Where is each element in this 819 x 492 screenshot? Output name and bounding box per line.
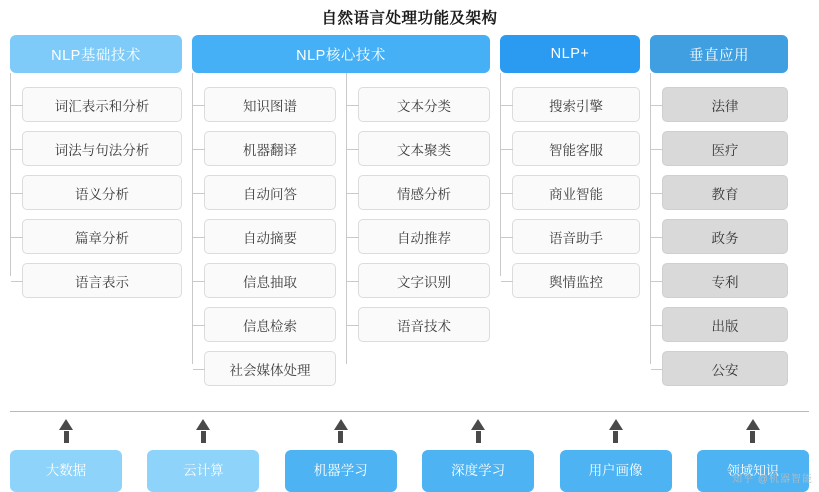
node-group-vertical <box>650 87 788 386</box>
arrow-stem <box>64 431 69 443</box>
node-item[interactable]: 出版 <box>662 307 788 342</box>
architecture-columns <box>0 28 819 386</box>
arrow-stem <box>338 431 343 443</box>
arrow-up-icon <box>746 419 760 430</box>
node-item[interactable]: 医疗 <box>662 131 788 166</box>
node-item[interactable]: 自动问答 <box>204 175 336 210</box>
column-nlp-basic <box>10 35 182 298</box>
foundation-item <box>422 419 534 492</box>
foundation-item <box>10 419 122 492</box>
node-item[interactable]: 专利 <box>662 263 788 298</box>
arrow-up-icon <box>609 419 623 430</box>
foundation-node[interactable]: 机器学习 <box>285 450 397 492</box>
node-item[interactable]: 信息检索 <box>204 307 336 342</box>
page-title: 自然语言处理功能及架构 <box>321 10 498 27</box>
foundation-item <box>560 419 672 492</box>
arrow-up-icon <box>471 419 485 430</box>
arrow-stem <box>750 431 755 443</box>
node-item[interactable]: 公安 <box>662 351 788 386</box>
foundation-row <box>10 419 809 492</box>
column-header-nlp-plus[interactable]: NLP+ <box>500 35 640 73</box>
arrow-stem <box>476 431 481 443</box>
node-group-core-left <box>192 87 336 386</box>
node-item[interactable]: 自动摘要 <box>204 219 336 254</box>
column-header-vertical-apps[interactable]: 垂直应用 <box>650 35 788 73</box>
watermark: 知乎 @机器智能 <box>732 474 813 485</box>
foundation-item <box>285 419 397 492</box>
node-item[interactable]: 社会媒体处理 <box>204 351 336 386</box>
node-item[interactable]: 篇章分析 <box>22 219 182 254</box>
node-item[interactable]: 文本聚类 <box>358 131 490 166</box>
baseline-divider <box>10 411 809 412</box>
foundation-node[interactable]: 领域知识 <box>697 450 809 492</box>
foundation-node[interactable]: 用户画像 <box>560 450 672 492</box>
arrow-up-icon <box>196 419 210 430</box>
node-item[interactable]: 自动推荐 <box>358 219 490 254</box>
node-item[interactable]: 法律 <box>662 87 788 122</box>
node-item[interactable]: 智能客服 <box>512 131 640 166</box>
foundation-item <box>147 419 259 492</box>
foundation-node[interactable]: 深度学习 <box>422 450 534 492</box>
node-item[interactable]: 词汇表示和分析 <box>22 87 182 122</box>
column-nlp-core <box>192 35 490 386</box>
arrow-up-icon <box>334 419 348 430</box>
column-header-nlp-basic[interactable]: NLP基础技术 <box>10 35 182 73</box>
node-item[interactable]: 机器翻译 <box>204 131 336 166</box>
node-item[interactable]: 情感分析 <box>358 175 490 210</box>
column-nlp-plus <box>500 35 640 298</box>
node-item[interactable]: 词法与句法分析 <box>22 131 182 166</box>
node-item[interactable]: 舆情监控 <box>512 263 640 298</box>
node-item[interactable]: 教育 <box>662 175 788 210</box>
node-item[interactable]: 搜索引擎 <box>512 87 640 122</box>
node-item[interactable]: 商业智能 <box>512 175 640 210</box>
node-item[interactable]: 信息抽取 <box>204 263 336 298</box>
node-group-plus <box>500 87 640 298</box>
foundation-section <box>0 401 819 486</box>
arrow-stem <box>613 431 618 443</box>
node-item[interactable]: 语义分析 <box>22 175 182 210</box>
node-item[interactable]: 语音技术 <box>358 307 490 342</box>
column-vertical-apps <box>650 35 788 386</box>
node-item[interactable]: 知识图谱 <box>204 87 336 122</box>
node-item[interactable]: 文字识别 <box>358 263 490 298</box>
arrow-stem <box>201 431 206 443</box>
column-header-nlp-core[interactable]: NLP核心技术 <box>192 35 490 73</box>
node-item[interactable]: 政务 <box>662 219 788 254</box>
node-item[interactable]: 文本分类 <box>358 87 490 122</box>
foundation-node[interactable]: 云计算 <box>147 450 259 492</box>
node-group-basic <box>10 87 182 298</box>
node-group-core-right <box>346 87 490 386</box>
arrow-up-icon <box>59 419 73 430</box>
node-item[interactable]: 语言表示 <box>22 263 182 298</box>
node-item[interactable]: 语音助手 <box>512 219 640 254</box>
foundation-node[interactable]: 大数据 <box>10 450 122 492</box>
